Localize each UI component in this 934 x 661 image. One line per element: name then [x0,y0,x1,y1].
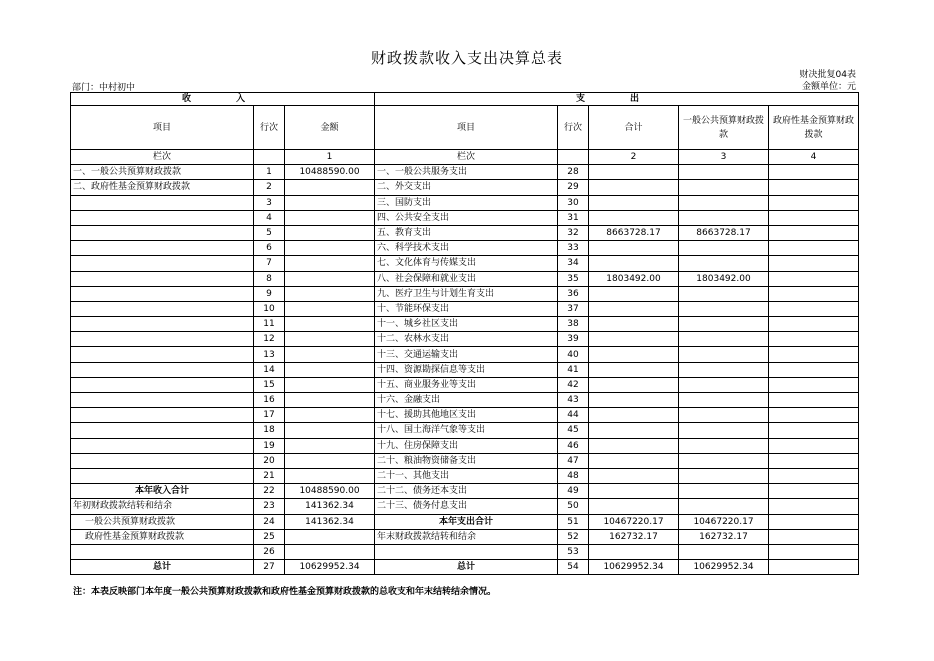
expense-gov-fund [769,317,859,332]
income-item: 一般公共预算财政拨款 [71,514,254,529]
income-item: 政府性基金预算财政拨款 [71,529,254,544]
expense-general-budget: 10467220.17 [679,514,769,529]
expense-gov-fund [769,165,859,180]
expense-item: 八、社会保障和就业支出 [375,271,558,286]
column-label-right: 栏次 [375,150,558,165]
column-label-left: 栏次 [71,150,254,165]
income-amount [285,347,375,362]
income-row-number: 18 [254,423,285,438]
table-row [71,514,859,529]
income-row-number: 11 [254,317,285,332]
income-amount: 10488590.00 [285,165,375,180]
expense-row-number: 40 [558,347,589,362]
expense-gov-fund [769,301,859,316]
expense-gov-fund [769,408,859,423]
income-item: 总计 [71,560,254,575]
income-row-number: 10 [254,301,285,316]
table-row [71,423,859,438]
income-item [71,241,254,256]
expense-row-number: 51 [558,514,589,529]
expense-row-number: 54 [558,560,589,575]
income-row-number: 2 [254,180,285,195]
expense-total [589,347,679,362]
expense-total [589,256,679,271]
expense-item: 七、文化体育与传媒支出 [375,256,558,271]
expense-total [589,241,679,256]
table-row [71,210,859,225]
expense-item: 六、科学技术支出 [375,241,558,256]
income-item [71,468,254,483]
expense-gov-fund [769,210,859,225]
income-amount [285,332,375,347]
expense-item: 九、医疗卫生与计划生育支出 [375,286,558,301]
expense-general-budget [679,393,769,408]
expense-gov-fund [769,377,859,392]
expense-general-budget: 1803492.00 [679,271,769,286]
income-amount [285,241,375,256]
expense-total [589,165,679,180]
income-item: 一、一般公共预算财政拨款 [71,165,254,180]
income-item [71,256,254,271]
income-item [71,408,254,423]
expense-gov-fund [769,393,859,408]
expense-row-number: 39 [558,332,589,347]
table-row [71,393,859,408]
expense-gov-fund [769,514,859,529]
expense-general-budget [679,544,769,559]
expense-general-budget [679,438,769,453]
income-item [71,438,254,453]
income-row-number: 14 [254,362,285,377]
income-item: 年初财政拨款结转和结余 [71,499,254,514]
income-item [71,317,254,332]
income-item: 本年收入合计 [71,484,254,499]
expense-general-budget [679,332,769,347]
income-item [71,347,254,362]
expense-item: 二十一、其他支出 [375,468,558,483]
expense-general-budget: 162732.17 [679,529,769,544]
expense-item: 十四、资源勘探信息等支出 [375,362,558,377]
expense-general-budget [679,377,769,392]
expense-rowno-header: 行次 [558,106,589,150]
expense-gov-fund [769,468,859,483]
income-amount [285,271,375,286]
expense-row-number: 46 [558,438,589,453]
expense-gov-fund [769,225,859,240]
expense-total [589,195,679,210]
expense-total [589,362,679,377]
expense-general-budget [679,468,769,483]
income-amount [285,210,375,225]
expense-general-budget [679,165,769,180]
expense-gov-fund [769,271,859,286]
income-rowno-header: 行次 [254,106,285,150]
income-row-number: 3 [254,195,285,210]
expense-item: 一、一般公共服务支出 [375,165,558,180]
table-row [71,560,859,575]
income-item [71,271,254,286]
column-number-3: 3 [679,150,769,165]
income-row-number: 7 [254,256,285,271]
form-code: 财决批复04表 [799,70,856,80]
table-row [71,271,859,286]
expense-general-budget: 10629952.34 [679,560,769,575]
expense-total [589,468,679,483]
table-row [71,499,859,514]
income-item [71,362,254,377]
department-label: 部门：中村初中 [72,83,136,93]
expense-row-number: 43 [558,393,589,408]
income-row-number: 4 [254,210,285,225]
income-row-number: 25 [254,529,285,544]
income-item [71,377,254,392]
income-row-number: 15 [254,377,285,392]
expense-general-budget [679,241,769,256]
table-row [71,438,859,453]
income-row-number: 19 [254,438,285,453]
income-amount [285,195,375,210]
expense-total [589,180,679,195]
expense-total: 10629952.34 [589,560,679,575]
column-number-1: 1 [285,150,375,165]
expense-total [589,544,679,559]
income-row-number: 6 [254,241,285,256]
expense-gov-fund [769,241,859,256]
expense-item: 十九、住房保障支出 [375,438,558,453]
expense-gov-fund [769,347,859,362]
table-row [71,256,859,271]
income-amount [285,468,375,483]
income-amount: 141362.34 [285,499,375,514]
income-amount [285,362,375,377]
expense-row-number: 37 [558,301,589,316]
income-row-number: 23 [254,499,285,514]
expense-item: 三、国防支出 [375,195,558,210]
expense-general-budget [679,286,769,301]
expense-gov-fund [769,256,859,271]
income-row-number: 12 [254,332,285,347]
income-item [71,286,254,301]
column-number-4: 4 [769,150,859,165]
income-amount [285,408,375,423]
column-number-2: 2 [589,150,679,165]
income-amount [285,225,375,240]
table-row [71,317,859,332]
expense-item [375,544,558,559]
expense-row-number: 45 [558,423,589,438]
income-row-number: 8 [254,271,285,286]
income-row-number: 17 [254,408,285,423]
expense-row-number: 50 [558,499,589,514]
expense-row-number: 34 [558,256,589,271]
expense-item-header: 项目 [375,106,558,150]
income-item [71,301,254,316]
expense-row-number: 42 [558,377,589,392]
income-amount [285,393,375,408]
table-row [71,377,859,392]
expense-row-number: 38 [558,317,589,332]
expense-total: 162732.17 [589,529,679,544]
expense-item: 十二、农林水支出 [375,332,558,347]
expense-item: 五、教育支出 [375,225,558,240]
expense-item: 十八、国土海洋气象等支出 [375,423,558,438]
expense-gov-fund [769,484,859,499]
expense-general-budget [679,256,769,271]
report-title: 财政拨款收入支出决算总表 [370,49,563,67]
income-row-number: 24 [254,514,285,529]
expense-item: 总计 [375,560,558,575]
expense-row-number: 48 [558,468,589,483]
table-row [71,301,859,316]
general-budget-header: 一般公共预算财政拨款 [679,106,769,150]
expense-item: 十六、金融支出 [375,393,558,408]
expense-total [589,423,679,438]
income-amount [285,453,375,468]
expense-section-header: 支 出 [375,93,859,106]
expense-row-number: 36 [558,286,589,301]
income-amount [285,180,375,195]
expense-gov-fund [769,529,859,544]
expense-general-budget [679,453,769,468]
table-row [71,544,859,559]
expense-row-number: 47 [558,453,589,468]
table-row [71,225,859,240]
table-row [71,408,859,423]
income-item [71,393,254,408]
income-row-number: 13 [254,347,285,362]
expense-row-number: 49 [558,484,589,499]
expense-item: 二十二、债务还本支出 [375,484,558,499]
expense-total [589,453,679,468]
expense-item: 二十、粮油物资储备支出 [375,453,558,468]
expense-item: 十三、交通运输支出 [375,347,558,362]
amount-unit: 金额单位：元 [801,82,856,92]
expense-total: 10467220.17 [589,514,679,529]
expense-total [589,438,679,453]
expense-total: 1803492.00 [589,271,679,286]
expense-total [589,377,679,392]
expense-general-budget [679,317,769,332]
income-row-number: 26 [254,544,285,559]
expense-item: 年末财政拨款结转和结余 [375,529,558,544]
footnote: 注：本表反映部门本年度一般公共预算财政拨款和政府性基金预算财政拨款的总收支和年末结转结余情况。 [73,587,497,597]
expense-total [589,301,679,316]
income-amount [285,286,375,301]
expense-general-budget: 8663728.17 [679,225,769,240]
expense-gov-fund [769,362,859,377]
expense-item: 十、节能环保支出 [375,301,558,316]
table-row [71,468,859,483]
expense-gov-fund [769,499,859,514]
expense-general-budget [679,195,769,210]
table-row [71,347,859,362]
expense-row-number: 33 [558,241,589,256]
expense-general-budget [679,362,769,377]
income-section-header: 收 入 [71,93,375,106]
income-item [71,195,254,210]
table-row [71,529,859,544]
budget-summary-table [70,92,859,575]
expense-total: 8663728.17 [589,225,679,240]
income-row-number: 22 [254,484,285,499]
expense-general-budget [679,408,769,423]
expense-gov-fund [769,286,859,301]
column-blank [254,150,285,165]
income-item-header: 项目 [71,106,254,150]
income-amount-header: 金额 [285,106,375,150]
expense-general-budget [679,180,769,195]
expense-item: 十一、城乡社区支出 [375,317,558,332]
expense-item: 本年支出合计 [375,514,558,529]
expense-gov-fund [769,438,859,453]
expense-row-number: 52 [558,529,589,544]
expense-row-number: 41 [558,362,589,377]
expense-item: 二、外交支出 [375,180,558,195]
expense-general-budget [679,347,769,362]
expense-general-budget [679,484,769,499]
expense-item: 十五、商业服务业等支出 [375,377,558,392]
table-row [71,180,859,195]
income-row-number: 16 [254,393,285,408]
table-row [71,241,859,256]
expense-row-number: 53 [558,544,589,559]
income-item [71,210,254,225]
table-row [71,332,859,347]
income-item [71,453,254,468]
expense-total [589,210,679,225]
expense-row-number: 35 [558,271,589,286]
expense-row-number: 44 [558,408,589,423]
income-row-number: 21 [254,468,285,483]
expense-gov-fund [769,560,859,575]
table-row [71,484,859,499]
expense-row-number: 30 [558,195,589,210]
expense-total [589,393,679,408]
income-amount [285,529,375,544]
expense-gov-fund [769,423,859,438]
expense-total [589,332,679,347]
income-amount: 141362.34 [285,514,375,529]
income-row-number: 27 [254,560,285,575]
expense-general-budget [679,301,769,316]
income-amount: 10488590.00 [285,484,375,499]
income-row-number: 5 [254,225,285,240]
income-amount [285,256,375,271]
income-item [71,544,254,559]
income-item [71,225,254,240]
expense-row-number: 29 [558,180,589,195]
income-item [71,332,254,347]
income-amount: 10629952.34 [285,560,375,575]
column-blank [558,150,589,165]
table-row [71,286,859,301]
expense-row-number: 28 [558,165,589,180]
income-amount [285,438,375,453]
expense-gov-fund [769,195,859,210]
income-row-number: 20 [254,453,285,468]
expense-gov-fund [769,453,859,468]
income-amount [285,317,375,332]
expense-total [589,499,679,514]
expense-general-budget [679,499,769,514]
expense-gov-fund [769,332,859,347]
table-row [71,165,859,180]
table-row [71,453,859,468]
expense-gov-fund [769,544,859,559]
expense-row-number: 31 [558,210,589,225]
table-row [71,362,859,377]
income-item: 二、政府性基金预算财政拨款 [71,180,254,195]
income-amount [285,301,375,316]
expense-total [589,408,679,423]
expense-total-header: 合计 [589,106,679,150]
income-row-number: 1 [254,165,285,180]
expense-row-number: 32 [558,225,589,240]
expense-item: 十七、援助其他地区支出 [375,408,558,423]
income-item [71,423,254,438]
gov-fund-header: 政府性基金预算财政拨款 [769,106,859,150]
income-amount [285,544,375,559]
expense-item: 四、公共安全支出 [375,210,558,225]
income-amount [285,423,375,438]
expense-total [589,286,679,301]
income-row-number: 9 [254,286,285,301]
table-row [71,195,859,210]
expense-item: 二十三、债务付息支出 [375,499,558,514]
expense-general-budget [679,210,769,225]
income-amount [285,377,375,392]
expense-gov-fund [769,180,859,195]
expense-general-budget [679,423,769,438]
expense-total [589,317,679,332]
expense-total [589,484,679,499]
